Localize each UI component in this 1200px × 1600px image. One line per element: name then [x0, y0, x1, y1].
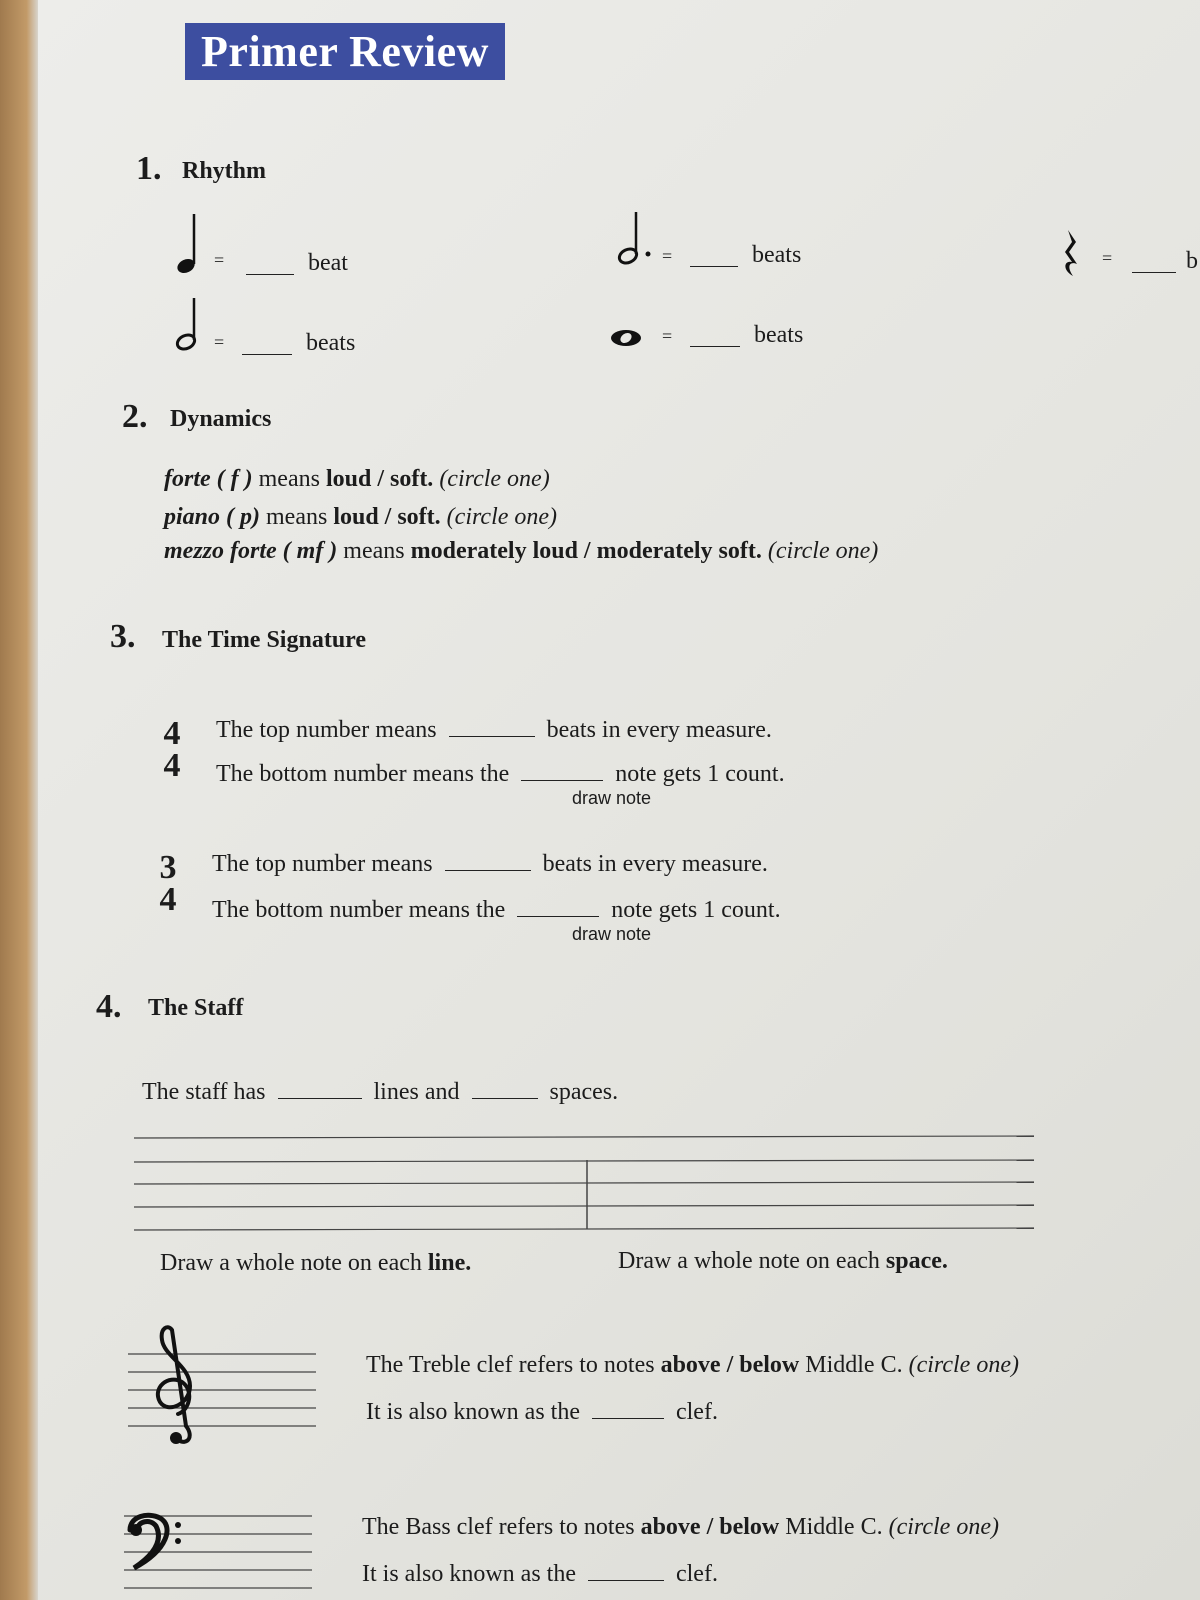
whole-note-icon: [606, 326, 646, 350]
unit-label: beats: [754, 322, 804, 348]
dynamics-line-forte: forte ( f ) means loud / soft. (circle one): [164, 466, 550, 492]
answer-blank[interactable]: [1132, 252, 1176, 273]
page-title: Primer Review: [185, 23, 505, 80]
top-number-line: The top number means beats in every measure.: [212, 851, 768, 877]
answer-blank[interactable]: [449, 716, 535, 737]
choice-loud-soft[interactable]: loud / soft.: [333, 504, 441, 530]
bass-clef-staff: [124, 1508, 314, 1592]
choice-above-below[interactable]: above / below: [660, 1352, 800, 1378]
bass-line-1: The Bass clef refers to notes above / below Middle C. (circle one): [362, 1514, 999, 1540]
treble-line-1: The Treble clef refers to notes above / below Middle C. (circle one): [366, 1352, 1019, 1378]
answer-blank[interactable]: [445, 850, 531, 871]
choice-loud-soft[interactable]: loud / soft.: [325, 466, 434, 492]
caption-lines: Draw a whole note on each line.: [160, 1250, 472, 1276]
answer-blank-lines[interactable]: [278, 1078, 362, 1099]
time-signature-3-4: 3 4: [159, 849, 177, 918]
section-title-staff: The Staff: [148, 995, 244, 1021]
answer-blank[interactable]: [592, 1398, 664, 1419]
treble-clef-staff: [128, 1326, 318, 1450]
time-signature-4-4: 4 4: [163, 715, 181, 784]
bass-line-2: It is also known as the clef.: [362, 1561, 718, 1587]
equals-sign: =: [662, 246, 673, 266]
section-title-rhythm: Rhythm: [182, 158, 267, 184]
top-number-line: The top number means beats in every measure.: [216, 717, 772, 743]
draw-note-hint: draw note: [572, 924, 652, 944]
bottom-number-line: The bottom number means the note gets 1 count.: [212, 897, 781, 923]
section-number-dynamics: 2.: [122, 398, 148, 435]
unit-label: b: [1186, 248, 1198, 274]
choice-above-below[interactable]: above / below: [640, 1514, 780, 1540]
half-note-icon: [170, 296, 210, 356]
section-number-staff: 4.: [96, 988, 122, 1025]
page-edge: [0, 0, 38, 1600]
quarter-rest-icon: [1060, 228, 1084, 280]
section-number-rhythm: 1.: [136, 150, 162, 187]
answer-blank[interactable]: [690, 326, 740, 347]
draw-note-hint: draw note: [572, 788, 652, 808]
answer-blank[interactable]: [588, 1560, 664, 1581]
equals-sign: =: [662, 326, 673, 346]
answer-blank[interactable]: [242, 334, 292, 355]
unit-label: beats: [752, 242, 802, 268]
unit-label: beats: [306, 330, 356, 356]
staff-lines-question: The staff has lines and spaces.: [142, 1079, 619, 1105]
drawing-staff[interactable]: [134, 1136, 1034, 1232]
equals-sign: =: [1102, 248, 1113, 268]
dynamics-line-piano: piano ( p) means loud / soft. (circle one): [164, 504, 558, 530]
dynamics-line-mezzo-forte: mezzo forte ( mf ) means moderately loud / moderately soft. (circle one): [164, 538, 879, 564]
unit-label: beat: [308, 250, 348, 276]
answer-blank[interactable]: [246, 254, 294, 275]
equals-sign: =: [214, 332, 225, 352]
section-number-time-signature: 3.: [110, 618, 136, 655]
bass-clef-icon: [130, 1515, 181, 1568]
section-title-dynamics: Dynamics: [170, 406, 272, 432]
equals-sign: =: [214, 250, 225, 270]
choice-moderately[interactable]: moderately loud / moderately soft.: [410, 538, 762, 564]
answer-blank[interactable]: [517, 896, 599, 917]
dotted-half-note-icon: [614, 210, 658, 270]
treble-line-2: It is also known as the clef.: [366, 1399, 718, 1425]
answer-blank[interactable]: [521, 760, 603, 781]
caption-spaces: Draw a whole note on each space.: [618, 1248, 948, 1274]
quarter-note-icon: [170, 212, 210, 278]
answer-blank[interactable]: [690, 246, 738, 267]
section-title-time-signature: The Time Signature: [162, 627, 367, 653]
bottom-number-line: The bottom number means the note gets 1 count.: [216, 761, 785, 787]
answer-blank-spaces[interactable]: [472, 1078, 538, 1099]
